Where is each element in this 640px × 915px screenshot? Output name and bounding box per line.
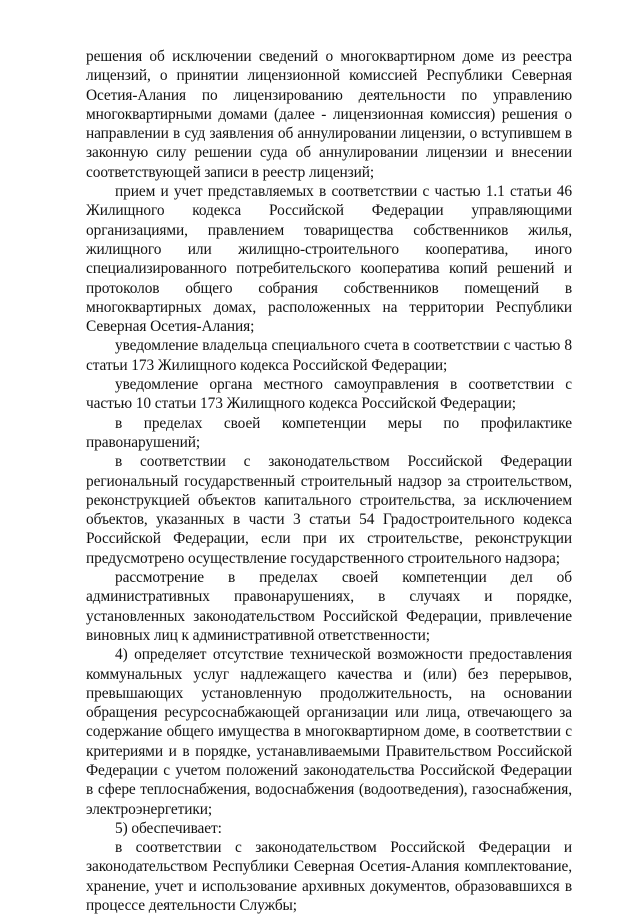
paragraph-archive-documents: в соответствии с законодательством Российской Федерации и законодательством Республики Северная Осетия-Алания комплектование, хранение, учет и использование архивных документов, образовавшихся в процессе деятельности Службы; (86, 839, 572, 915)
paragraph-construction-supervision: в соответствии с законодательством Российской Федерации региональный государственный строительный надзор за строительством, реконструкцией объектов капитального строительства, за исключением объектов, указанных в части 3 статьи 54 Градостроительного кодекса Российской Федерации, если при их строительстве, реконструкции предусмотрено осуществление государственного строительного надзора; (86, 453, 572, 567)
paragraph-item-4-utility-services: 4) определяет отсутствие технической возможности предоставления коммунальных услуг надлежащего качества и (или) без перерывов, превышающих установленную продолжительность, на основании обращения ресурсоснабжающей организации или лица, отвечающего за содержание общего имущества в многоквартирном доме, в соответствии с критериями и в порядке, устанавливаемыми Правительством Российской Федерации с учетом положений законодательства Российской Федерации в сфере теплоснабжения, водоснабжения (водоотведения), газоснабжения, электроэнергетики; (86, 646, 572, 818)
paragraph-license-registry: решения об исключении сведений о многоквартирном доме из реестра лицензий, о принятии лицензионной комиссией Республики Северная Осетия-Алания по лицензированию деятельности по управлению многоквартирными домами (далее - лицензионная комиссия) решения о направлении в суд заявления об аннулировании лицензии, о вступившем в законную силу решении суда об аннулировании лицензии и внесении соответствующей записи в реестр лицензий; (86, 48, 572, 181)
document-page (86, 47, 572, 915)
paragraph-local-government-notice: уведомление органа местного самоуправления в соответствии с частью 10 статьи 173 Жилищного кодекса Российской Федерации; (86, 376, 572, 413)
paragraph-administrative-offenses: рассмотрение в пределах своей компетенции дел об административных правонарушениях, в случаях и порядке, установленных законодательством Российской Федерации, привлечение виновных лиц к административной ответственности; (86, 569, 572, 644)
paragraph-offense-prevention: в пределах своей компетенции меры по профилактике правонарушений; (86, 414, 572, 451)
paragraph-special-account-notice: уведомление владельца специального счета в соответствии с частью 8 статьи 173 Жилищного кодекса Российской Федерации; (86, 337, 572, 374)
paragraph-item-5-heading: 5) обеспечивает: (115, 819, 222, 837)
paragraph-reception-of-protocols: прием и учет представляемых в соответствии с частью 1.1 статьи 46 Жилищного кодекса Российской Федерации управляющими организациями, правлением товарищества собственников жилья, жилищного или жилищно-строительного кооператива, иного специализированного потребительского кооператива копий решений и протоколов общего собрания собственников помещений в многоквартирных домах, расположенных на территории Республики Северная Осетия-Алания; (86, 183, 572, 336)
